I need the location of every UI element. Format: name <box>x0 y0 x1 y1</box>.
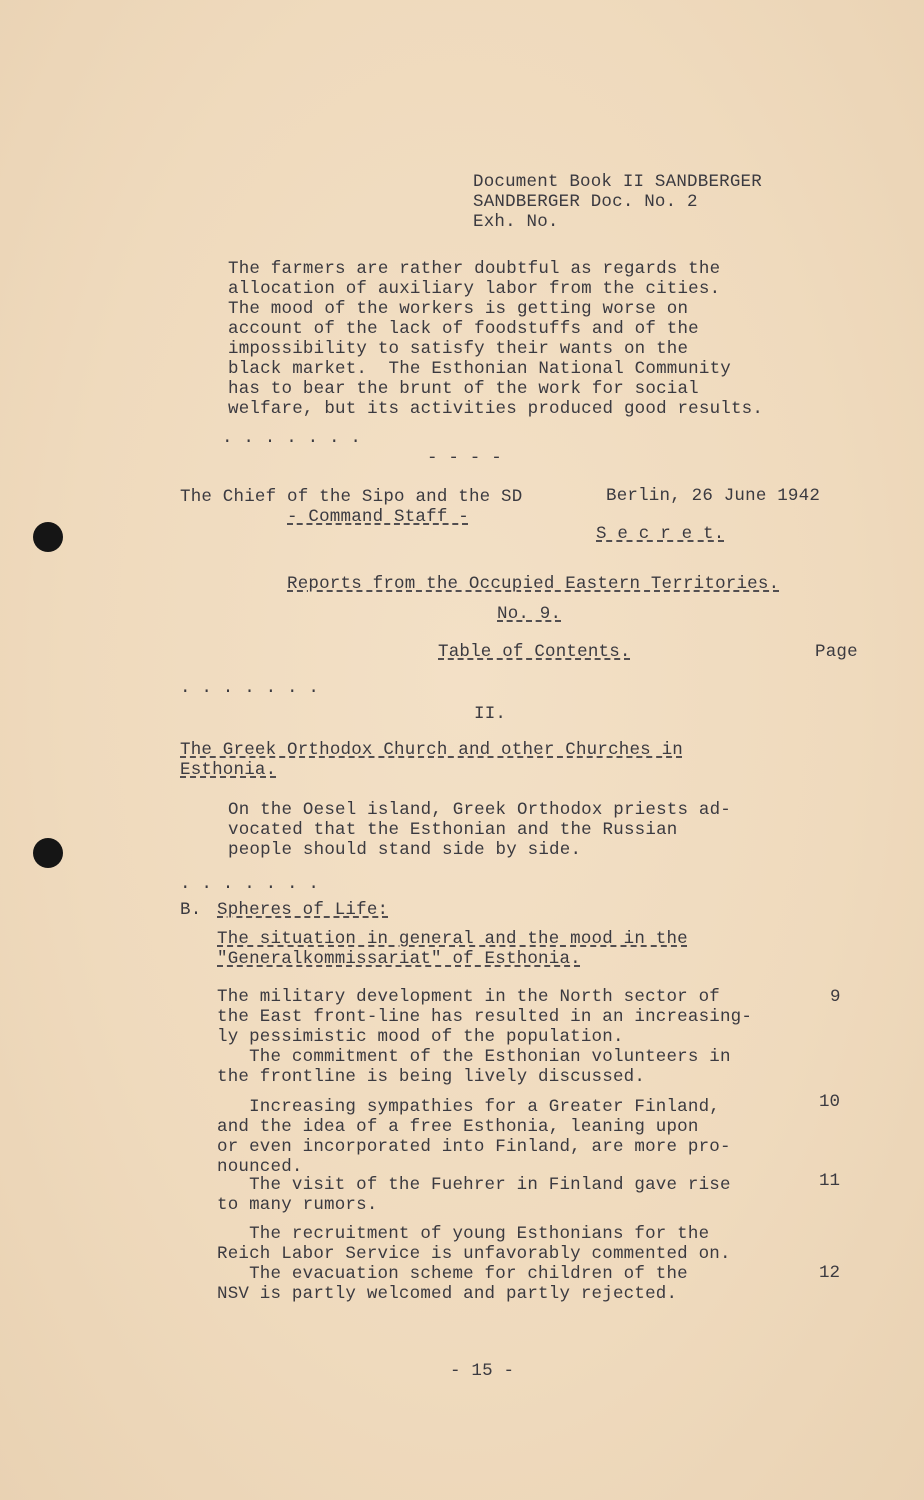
entry-line: The visit of the Fuehrer in Finland gave rise <box>217 1175 731 1195</box>
place-date: Berlin, 26 June 1942 <box>606 486 821 506</box>
section-title: Spheres of Life: <box>217 900 389 920</box>
entry-line: ly pessimistic mood of the population. <box>217 1027 624 1047</box>
section-subheading: "Generalkommissariat" of Esthonia. <box>217 949 581 969</box>
classification: S e c r e t. <box>596 524 725 544</box>
punch-hole <box>33 838 63 868</box>
entry-line: the East front-line has resulted in an increasing- <box>217 1007 753 1027</box>
entry-page-number: 12 <box>819 1263 841 1283</box>
entry-line: and the idea of a free Esthonia, leaning upon <box>217 1117 699 1137</box>
entry-line: the frontline is being lively discussed. <box>217 1067 646 1087</box>
header-line: SANDBERGER Doc. No. 2 <box>473 192 698 212</box>
paragraph-line: black market. The Esthonian National Community <box>228 359 731 379</box>
entry-line: nounced. <box>217 1157 303 1177</box>
paragraph-line: allocation of auxiliary labor from the cities. <box>228 279 721 299</box>
page-column-label: Page <box>815 642 858 662</box>
paragraph-line: The mood of the workers is getting worse on <box>228 299 689 319</box>
entry-line: Reich Labor Service is unfavorably commented on. <box>217 1244 731 1264</box>
report-title: Reports from the Occupied Eastern Territories. <box>287 574 780 594</box>
church-heading: The Greek Orthodox Church and other Churches in <box>180 740 683 760</box>
entry-line: NSV is partly welcomed and partly rejected. <box>217 1284 678 1304</box>
footer-page-number: - 15 - <box>450 1361 515 1381</box>
separator: - - - - <box>427 448 502 468</box>
entry-page-number: 9 <box>830 987 841 1007</box>
paragraph-line: has to bear the brunt of the work for social <box>228 379 699 399</box>
sender-staff: - Command Staff - <box>287 507 469 527</box>
entry-line: to many rumors. <box>217 1195 378 1215</box>
entry-line: The recruitment of young Esthonians for the <box>217 1224 710 1244</box>
ellipsis: . . . . . . . <box>222 428 362 448</box>
entry-line: The military development in the North sector of <box>217 987 720 1007</box>
paragraph-line: welfare, but its activities produced good results. <box>228 399 764 419</box>
paragraph-line: On the Oesel island, Greek Orthodox priests ad- <box>228 800 731 820</box>
entry-page-number: 10 <box>819 1092 841 1112</box>
header-line: Document Book II SANDBERGER <box>473 172 762 192</box>
paragraph-line: account of the lack of foodstuffs and of the <box>228 319 699 339</box>
section-roman: II. <box>474 704 507 724</box>
punch-hole <box>33 522 63 552</box>
entry-line: or even incorporated into Finland, are more pro- <box>217 1137 731 1157</box>
report-number: No. 9. <box>497 604 562 624</box>
entry-line: Increasing sympathies for a Greater Finland, <box>217 1097 720 1117</box>
paragraph-line: people should stand side by side. <box>228 840 582 860</box>
entry-line: The commitment of the Esthonian volunteers in <box>217 1047 731 1067</box>
paragraph-line: vocated that the Esthonian and the Russian <box>228 820 678 840</box>
toc-title: Table of Contents. <box>438 642 631 662</box>
sender-line: The Chief of the Sipo and the SD <box>180 487 523 507</box>
paragraph-line: impossibility to satisfy their wants on the <box>228 339 689 359</box>
paragraph-line: The farmers are rather doubtful as regards the <box>228 259 721 279</box>
ellipsis: . . . . . . . <box>180 874 320 894</box>
section-subheading: The situation in general and the mood in the <box>217 929 688 949</box>
entry-page-number: 11 <box>819 1171 841 1191</box>
church-heading: Esthonia. <box>180 760 277 780</box>
header-line: Exh. No. <box>473 212 559 232</box>
entry-line: The evacuation scheme for children of the <box>217 1264 688 1284</box>
section-letter: B. <box>180 900 202 920</box>
ellipsis: . . . . . . . <box>180 678 320 698</box>
